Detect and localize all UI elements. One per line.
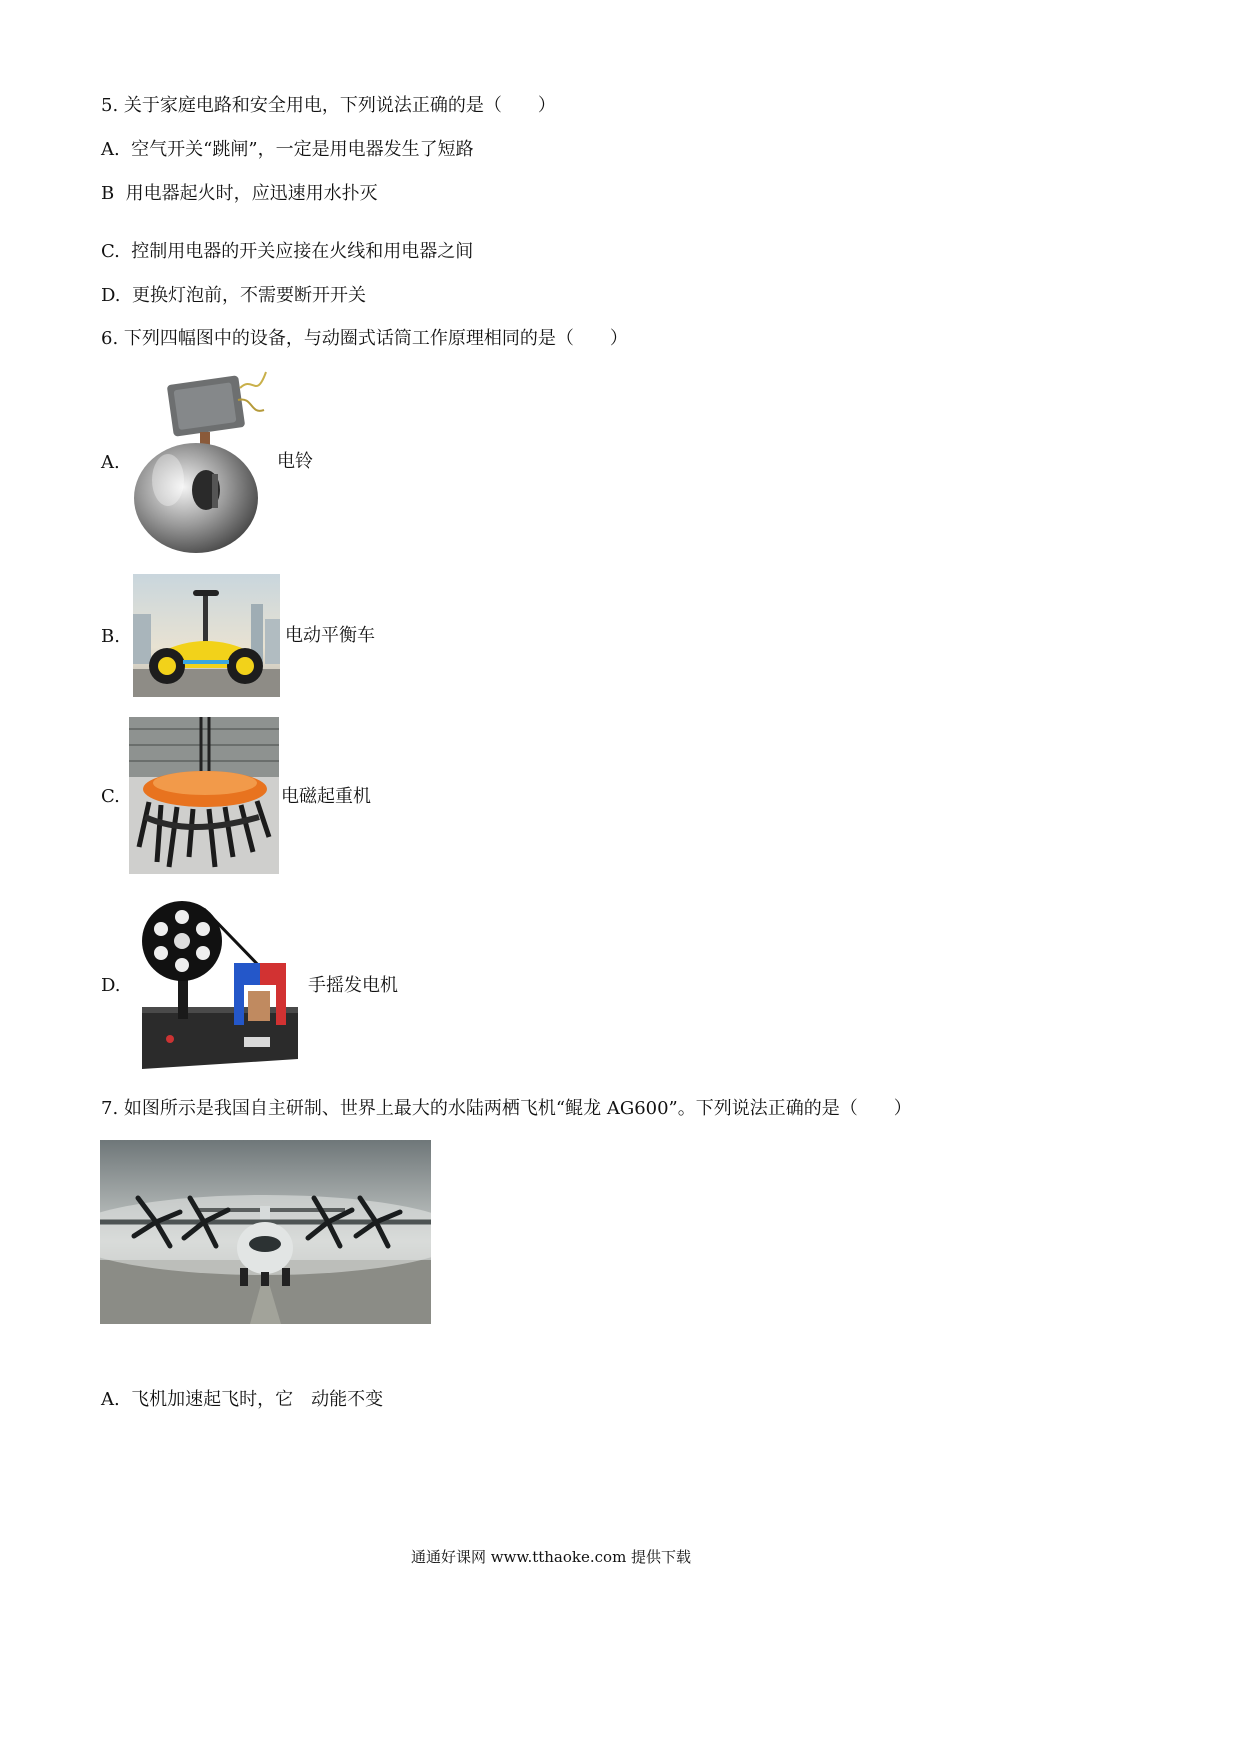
page-footer: 通通好课网 www.tthaoke.com 提供下载 bbox=[410, 1548, 692, 1566]
q6-option-d-caption: 手摇发电机 bbox=[308, 975, 398, 996]
q6-option-c-letter: C. bbox=[101, 786, 120, 807]
balance-scooter-image bbox=[133, 574, 280, 697]
q6-option-d-letter: D. bbox=[101, 975, 121, 996]
q6-option-b-caption: 电动平衡车 bbox=[285, 625, 375, 646]
q6-option-a-caption: 电铃 bbox=[277, 451, 313, 472]
electromagnetic-crane-image bbox=[129, 717, 279, 874]
q5-option-b: B 用电器起火时，应迅速用水扑灭 bbox=[101, 183, 378, 204]
hand-crank-generator-image bbox=[134, 899, 304, 1072]
q6-stem: 6. 下列四幅图中的设备，与动圈式话筒工作原理相同的是（ ） bbox=[101, 328, 628, 349]
q5-stem: 5. 关于家庭电路和安全用电，下列说法正确的是（ ） bbox=[101, 95, 556, 116]
q7-option-a: A. 飞机加速起飞时，它 动能不变 bbox=[101, 1389, 384, 1410]
amphibious-aircraft-image bbox=[100, 1140, 431, 1324]
q6-option-a-letter: A. bbox=[101, 452, 120, 473]
electric-bell-image bbox=[128, 370, 268, 555]
q5-option-d: D. 更换灯泡前，不需要断开开关 bbox=[101, 285, 366, 306]
q7-stem: 7. 如图所示是我国自主研制、世界上最大的水陆两栖飞机“鲲龙 AG600”。下列说法正确的是（ ） bbox=[101, 1098, 912, 1119]
q6-option-b-letter: B. bbox=[101, 626, 120, 647]
q5-option-c: C. 控制用电器的开关应接在火线和用电器之间 bbox=[101, 241, 474, 262]
q5-option-a: A. 空气开关“跳闸”，一定是用电器发生了短路 bbox=[101, 139, 474, 160]
q6-option-c-caption: 电磁起重机 bbox=[281, 786, 371, 807]
